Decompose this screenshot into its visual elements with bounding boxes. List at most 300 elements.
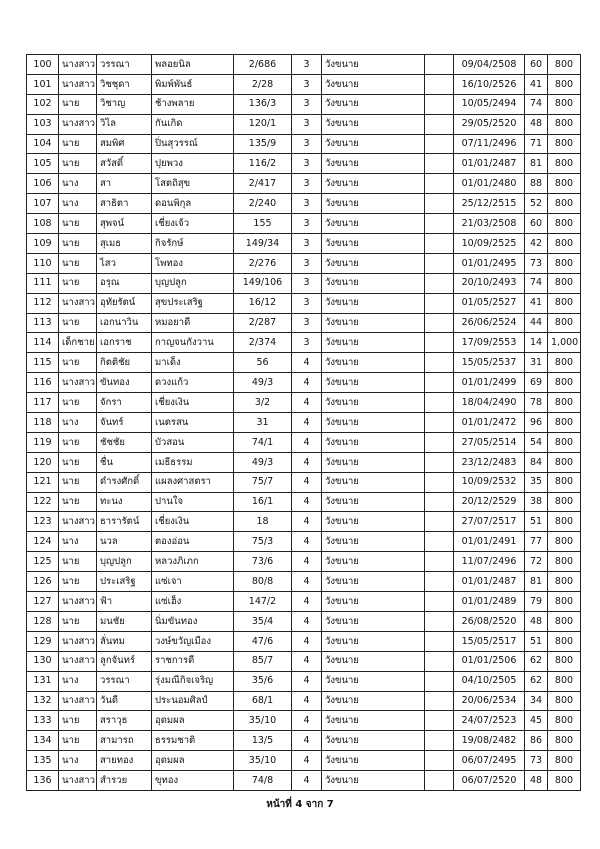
row-number-cell: 120 <box>27 452 59 472</box>
house-number-cell: 68/1 <box>234 691 292 711</box>
subdistrict-cell: วังขนาย <box>322 771 425 791</box>
blank-cell-cell <box>425 55 454 75</box>
name-title-cell: นาย <box>59 353 97 373</box>
name-title-cell: นาย <box>59 731 97 751</box>
allowance-amount-cell: 800 <box>548 532 581 552</box>
row-number-cell: 122 <box>27 492 59 512</box>
row-number-cell: 110 <box>27 253 59 273</box>
row-number-cell: 113 <box>27 313 59 333</box>
table-row <box>27 572 581 592</box>
subdistrict-cell: วังขนาย <box>322 413 425 433</box>
first-name-cell: วิชชุดา <box>97 74 152 94</box>
allowance-amount-cell: 800 <box>548 611 581 631</box>
last-name-cell: แผลงศาสตรา <box>152 472 234 492</box>
allowance-amount-cell: 800 <box>548 393 581 413</box>
blank-cell-cell <box>425 413 454 433</box>
last-name-cell: เชี่ยงเงิน <box>152 393 234 413</box>
birth-date-cell: 01/01/2480 <box>454 174 525 194</box>
name-title-cell: นางสาว <box>59 651 97 671</box>
age-cell: 96 <box>525 413 548 433</box>
subdistrict-cell: วังขนาย <box>322 432 425 452</box>
village-number-cell: 3 <box>292 273 322 293</box>
row-number-cell: 119 <box>27 432 59 452</box>
first-name-cell: วรรณา <box>97 55 152 75</box>
first-name-cell: บุญปลูก <box>97 552 152 572</box>
birth-date-cell: 16/10/2526 <box>454 74 525 94</box>
last-name-cell: ปิ่นสุวรรณ์ <box>152 134 234 154</box>
age-cell: 73 <box>525 253 548 273</box>
last-name-cell: ปานใจ <box>152 492 234 512</box>
blank-cell-cell <box>425 194 454 214</box>
blank-cell-cell <box>425 74 454 94</box>
subdistrict-cell: วังขนาย <box>322 333 425 353</box>
village-number-cell: 3 <box>292 174 322 194</box>
village-number-cell: 4 <box>292 671 322 691</box>
village-number-cell: 4 <box>292 691 322 711</box>
blank-cell-cell <box>425 373 454 393</box>
table-row <box>27 114 581 134</box>
blank-cell-cell <box>425 452 454 472</box>
allowance-amount-cell: 800 <box>548 452 581 472</box>
age-cell: 71 <box>525 134 548 154</box>
birth-date-cell: 01/01/2472 <box>454 413 525 433</box>
allowance-amount-cell: 800 <box>548 572 581 592</box>
row-number-cell: 107 <box>27 194 59 214</box>
age-cell: 74 <box>525 94 548 114</box>
blank-cell-cell <box>425 353 454 373</box>
first-name-cell: นวล <box>97 532 152 552</box>
first-name-cell: วรรณา <box>97 671 152 691</box>
age-cell: 48 <box>525 611 548 631</box>
blank-cell-cell <box>425 532 454 552</box>
blank-cell-cell <box>425 691 454 711</box>
last-name-cell: ดอนพิกุล <box>152 194 234 214</box>
age-cell: 81 <box>525 154 548 174</box>
table-row <box>27 751 581 771</box>
village-number-cell: 4 <box>292 452 322 472</box>
blank-cell-cell <box>425 671 454 691</box>
subdistrict-cell: วังขนาย <box>322 273 425 293</box>
name-title-cell: นางสาว <box>59 512 97 532</box>
last-name-cell: นิ่มขันทอง <box>152 611 234 631</box>
house-number-cell: 2/28 <box>234 74 292 94</box>
name-title-cell: นาย <box>59 253 97 273</box>
table-row <box>27 333 581 353</box>
row-number-cell: 112 <box>27 293 59 313</box>
subdistrict-cell: วังขนาย <box>322 393 425 413</box>
first-name-cell: อุทัยรัตน์ <box>97 293 152 313</box>
age-cell: 62 <box>525 651 548 671</box>
first-name-cell: กิตติชัย <box>97 353 152 373</box>
house-number-cell: 16/1 <box>234 492 292 512</box>
subdistrict-cell: วังขนาย <box>322 552 425 572</box>
blank-cell-cell <box>425 214 454 234</box>
village-number-cell: 4 <box>292 631 322 651</box>
last-name-cell: ช้างพลาย <box>152 94 234 114</box>
birth-date-cell: 01/01/2499 <box>454 373 525 393</box>
age-cell: 81 <box>525 572 548 592</box>
last-name-cell: เนตรสน <box>152 413 234 433</box>
age-cell: 41 <box>525 293 548 313</box>
first-name-cell: สา <box>97 174 152 194</box>
birth-date-cell: 10/09/2532 <box>454 472 525 492</box>
village-number-cell: 4 <box>292 353 322 373</box>
birth-date-cell: 04/10/2505 <box>454 671 525 691</box>
age-cell: 42 <box>525 234 548 254</box>
allowance-amount-cell: 800 <box>548 552 581 572</box>
village-number-cell: 3 <box>292 293 322 313</box>
house-number-cell: 73/6 <box>234 552 292 572</box>
last-name-cell: วงษ์ขวัญเมือง <box>152 631 234 651</box>
last-name-cell: ปุยพวง <box>152 154 234 174</box>
table-row <box>27 94 581 114</box>
row-number-cell: 131 <box>27 671 59 691</box>
village-number-cell: 4 <box>292 413 322 433</box>
house-number-cell: 35/4 <box>234 611 292 631</box>
subdistrict-cell: วังขนาย <box>322 532 425 552</box>
village-number-cell: 3 <box>292 253 322 273</box>
first-name-cell: ชัชชัย <box>97 432 152 452</box>
allowance-amount-cell: 800 <box>548 492 581 512</box>
house-number-cell: 18 <box>234 512 292 532</box>
subdistrict-cell: วังขนาย <box>322 253 425 273</box>
name-title-cell: นาง <box>59 532 97 552</box>
subdistrict-cell: วังขนาย <box>322 194 425 214</box>
row-number-cell: 111 <box>27 273 59 293</box>
name-title-cell: นาย <box>59 552 97 572</box>
table-row <box>27 194 581 214</box>
age-cell: 31 <box>525 353 548 373</box>
birth-date-cell: 10/05/2494 <box>454 94 525 114</box>
blank-cell-cell <box>425 592 454 612</box>
first-name-cell: สาธิตา <box>97 194 152 214</box>
table-body <box>27 55 581 791</box>
village-number-cell: 3 <box>292 94 322 114</box>
blank-cell-cell <box>425 273 454 293</box>
village-number-cell: 4 <box>292 751 322 771</box>
blank-cell-cell <box>425 432 454 452</box>
row-number-cell: 135 <box>27 751 59 771</box>
birth-date-cell: 25/12/2515 <box>454 194 525 214</box>
birth-date-cell: 01/01/2487 <box>454 154 525 174</box>
last-name-cell: แซ่เฮ็ง <box>152 592 234 612</box>
table-row <box>27 393 581 413</box>
allowance-amount-cell: 800 <box>548 373 581 393</box>
allowance-amount-cell: 800 <box>548 134 581 154</box>
birth-date-cell: 24/07/2523 <box>454 711 525 731</box>
name-title-cell: นาย <box>59 492 97 512</box>
last-name-cell: อุดมผล <box>152 711 234 731</box>
name-title-cell: นาย <box>59 94 97 114</box>
house-number-cell: 2/686 <box>234 55 292 75</box>
age-cell: 45 <box>525 711 548 731</box>
last-name-cell: หมอยาดี <box>152 313 234 333</box>
allowance-amount-cell: 800 <box>548 751 581 771</box>
last-name-cell: หลวงภิเภก <box>152 552 234 572</box>
allowance-amount-cell: 800 <box>548 55 581 75</box>
house-number-cell: 2/240 <box>234 194 292 214</box>
row-number-cell: 100 <box>27 55 59 75</box>
subdistrict-cell: วังขนาย <box>322 214 425 234</box>
table-row <box>27 492 581 512</box>
subdistrict-cell: วังขนาย <box>322 353 425 373</box>
age-cell: 86 <box>525 731 548 751</box>
name-title-cell: นาย <box>59 214 97 234</box>
first-name-cell: ลูกจันทร์ <box>97 651 152 671</box>
subdistrict-cell: วังขนาย <box>322 94 425 114</box>
blank-cell-cell <box>425 751 454 771</box>
first-name-cell: จักรา <box>97 393 152 413</box>
last-name-cell: เมธีธรรม <box>152 452 234 472</box>
row-number-cell: 104 <box>27 134 59 154</box>
village-number-cell: 4 <box>292 393 322 413</box>
name-title-cell: นาย <box>59 273 97 293</box>
allowance-amount-cell: 800 <box>548 313 581 333</box>
birth-date-cell: 10/09/2525 <box>454 234 525 254</box>
row-number-cell: 123 <box>27 512 59 532</box>
age-cell: 79 <box>525 592 548 612</box>
birth-date-cell: 29/05/2520 <box>454 114 525 134</box>
name-title-cell: เด็กชาย <box>59 333 97 353</box>
birth-date-cell: 01/01/2495 <box>454 253 525 273</box>
village-number-cell: 4 <box>292 472 322 492</box>
blank-cell-cell <box>425 333 454 353</box>
first-name-cell: สามารถ <box>97 731 152 751</box>
table-row <box>27 472 581 492</box>
first-name-cell: เอกนาวิน <box>97 313 152 333</box>
birth-date-cell: 27/05/2514 <box>454 432 525 452</box>
birth-date-cell: 20/10/2493 <box>454 273 525 293</box>
allowance-amount-cell: 800 <box>548 691 581 711</box>
table-row <box>27 234 581 254</box>
subdistrict-cell: วังขนาย <box>322 234 425 254</box>
allowance-amount-cell: 800 <box>548 592 581 612</box>
row-number-cell: 129 <box>27 631 59 651</box>
allowance-amount-cell: 800 <box>548 214 581 234</box>
blank-cell-cell <box>425 572 454 592</box>
subdistrict-cell: วังขนาย <box>322 512 425 532</box>
allowance-amount-cell: 800 <box>548 253 581 273</box>
subdistrict-cell: วังขนาย <box>322 711 425 731</box>
last-name-cell: ขุทอง <box>152 771 234 791</box>
birth-date-cell: 17/09/2553 <box>454 333 525 353</box>
birth-date-cell: 15/05/2517 <box>454 631 525 651</box>
table-row <box>27 592 581 612</box>
age-cell: 62 <box>525 671 548 691</box>
last-name-cell: บุญปลูก <box>152 273 234 293</box>
table-row <box>27 711 581 731</box>
table-row <box>27 273 581 293</box>
last-name-cell: โพทอง <box>152 253 234 273</box>
village-number-cell: 4 <box>292 771 322 791</box>
subdistrict-cell: วังขนาย <box>322 452 425 472</box>
row-number-cell: 108 <box>27 214 59 234</box>
first-name-cell: ชื่น <box>97 452 152 472</box>
subdistrict-cell: วังขนาย <box>322 293 425 313</box>
first-name-cell: ลั่นทม <box>97 631 152 651</box>
house-number-cell: 149/106 <box>234 273 292 293</box>
allowance-amount-cell: 800 <box>548 711 581 731</box>
row-number-cell: 102 <box>27 94 59 114</box>
age-cell: 35 <box>525 472 548 492</box>
row-number-cell: 127 <box>27 592 59 612</box>
village-number-cell: 3 <box>292 114 322 134</box>
house-number-cell: 135/9 <box>234 134 292 154</box>
blank-cell-cell <box>425 253 454 273</box>
age-cell: 69 <box>525 373 548 393</box>
birth-date-cell: 19/08/2482 <box>454 731 525 751</box>
age-cell: 54 <box>525 432 548 452</box>
row-number-cell: 134 <box>27 731 59 751</box>
birth-date-cell: 26/06/2524 <box>454 313 525 333</box>
table-row <box>27 512 581 532</box>
table-row <box>27 55 581 75</box>
subdistrict-cell: วังขนาย <box>322 313 425 333</box>
blank-cell-cell <box>425 631 454 651</box>
last-name-cell: ดวงแก้ว <box>152 373 234 393</box>
row-number-cell: 101 <box>27 74 59 94</box>
village-number-cell: 3 <box>292 333 322 353</box>
first-name-cell: จันทร์ <box>97 413 152 433</box>
allowance-amount-cell: 800 <box>548 631 581 651</box>
first-name-cell: สายทอง <box>97 751 152 771</box>
subdistrict-cell: วังขนาย <box>322 592 425 612</box>
first-name-cell: วิไล <box>97 114 152 134</box>
subdistrict-cell: วังขนาย <box>322 731 425 751</box>
house-number-cell: 56 <box>234 353 292 373</box>
village-number-cell: 4 <box>292 572 322 592</box>
first-name-cell: เอกราช <box>97 333 152 353</box>
subdistrict-cell: วังขนาย <box>322 174 425 194</box>
table-row <box>27 353 581 373</box>
house-number-cell: 31 <box>234 413 292 433</box>
first-name-cell: ขันทอง <box>97 373 152 393</box>
row-number-cell: 128 <box>27 611 59 631</box>
house-number-cell: 16/12 <box>234 293 292 313</box>
village-number-cell: 4 <box>292 592 322 612</box>
village-number-cell: 4 <box>292 611 322 631</box>
birth-date-cell: 23/12/2483 <box>454 452 525 472</box>
last-name-cell: สุขประเสริฐ <box>152 293 234 313</box>
house-number-cell: 155 <box>234 214 292 234</box>
age-cell: 84 <box>525 452 548 472</box>
name-title-cell: นาง <box>59 751 97 771</box>
row-number-cell: 125 <box>27 552 59 572</box>
subdistrict-cell: วังขนาย <box>322 373 425 393</box>
last-name-cell: พลอยนิล <box>152 55 234 75</box>
birth-date-cell: 21/03/2508 <box>454 214 525 234</box>
age-cell: 60 <box>525 214 548 234</box>
name-title-cell: นาง <box>59 671 97 691</box>
name-title-cell: นางสาว <box>59 55 97 75</box>
birth-date-cell: 15/05/2537 <box>454 353 525 373</box>
birth-date-cell: 20/06/2534 <box>454 691 525 711</box>
village-number-cell: 3 <box>292 154 322 174</box>
row-number-cell: 124 <box>27 532 59 552</box>
age-cell: 41 <box>525 74 548 94</box>
table-row <box>27 134 581 154</box>
table-row <box>27 452 581 472</box>
subdistrict-cell: วังขนาย <box>322 611 425 631</box>
allowance-amount-cell: 1,000 <box>548 333 581 353</box>
blank-cell-cell <box>425 174 454 194</box>
first-name-cell: สมพิศ <box>97 134 152 154</box>
house-number-cell: 116/2 <box>234 154 292 174</box>
table-row <box>27 552 581 572</box>
row-number-cell: 106 <box>27 174 59 194</box>
row-number-cell: 115 <box>27 353 59 373</box>
first-name-cell: มนชัย <box>97 611 152 631</box>
village-number-cell: 3 <box>292 55 322 75</box>
village-number-cell: 3 <box>292 134 322 154</box>
birth-date-cell: 11/07/2496 <box>454 552 525 572</box>
row-number-cell: 121 <box>27 472 59 492</box>
age-cell: 60 <box>525 55 548 75</box>
allowance-amount-cell: 800 <box>548 293 581 313</box>
blank-cell-cell <box>425 313 454 333</box>
first-name-cell: ไสว <box>97 253 152 273</box>
house-number-cell: 120/1 <box>234 114 292 134</box>
birth-date-cell: 01/01/2487 <box>454 572 525 592</box>
name-title-cell: นาย <box>59 432 97 452</box>
first-name-cell: สำรวย <box>97 771 152 791</box>
house-number-cell: 49/3 <box>234 452 292 472</box>
first-name-cell: ธารารัตน์ <box>97 512 152 532</box>
name-title-cell: นาง <box>59 413 97 433</box>
subdistrict-cell: วังขนาย <box>322 572 425 592</box>
house-number-cell: 2/374 <box>234 333 292 353</box>
allowance-amount-cell: 800 <box>548 94 581 114</box>
allowance-amount-cell: 800 <box>548 512 581 532</box>
age-cell: 73 <box>525 751 548 771</box>
first-name-cell: ประเสริฐ <box>97 572 152 592</box>
age-cell: 48 <box>525 771 548 791</box>
house-number-cell: 2/287 <box>234 313 292 333</box>
first-name-cell: วิชาญ <box>97 94 152 114</box>
house-number-cell: 85/7 <box>234 651 292 671</box>
subdistrict-cell: วังขนาย <box>322 751 425 771</box>
name-title-cell: นาย <box>59 452 97 472</box>
first-name-cell: สุพจน์ <box>97 214 152 234</box>
name-title-cell: นางสาว <box>59 691 97 711</box>
subdistrict-cell: วังขนาย <box>322 114 425 134</box>
name-title-cell: นาง <box>59 194 97 214</box>
name-title-cell: นาย <box>59 711 97 731</box>
allowance-amount-cell: 800 <box>548 74 581 94</box>
row-number-cell: 132 <box>27 691 59 711</box>
row-number-cell: 136 <box>27 771 59 791</box>
last-name-cell: ธรรมชาติ <box>152 731 234 751</box>
birth-date-cell: 18/04/2490 <box>454 393 525 413</box>
house-number-cell: 13/5 <box>234 731 292 751</box>
row-number-cell: 118 <box>27 413 59 433</box>
village-number-cell: 4 <box>292 552 322 572</box>
name-title-cell: นาย <box>59 472 97 492</box>
last-name-cell: โสตถิสุข <box>152 174 234 194</box>
birth-date-cell: 01/05/2527 <box>454 293 525 313</box>
house-number-cell: 35/10 <box>234 711 292 731</box>
name-title-cell: นางสาว <box>59 74 97 94</box>
blank-cell-cell <box>425 711 454 731</box>
blank-cell-cell <box>425 492 454 512</box>
blank-cell-cell <box>425 512 454 532</box>
table-row <box>27 532 581 552</box>
age-cell: 44 <box>525 313 548 333</box>
village-number-cell: 3 <box>292 194 322 214</box>
name-title-cell: นางสาว <box>59 293 97 313</box>
village-number-cell: 3 <box>292 234 322 254</box>
row-number-cell: 103 <box>27 114 59 134</box>
